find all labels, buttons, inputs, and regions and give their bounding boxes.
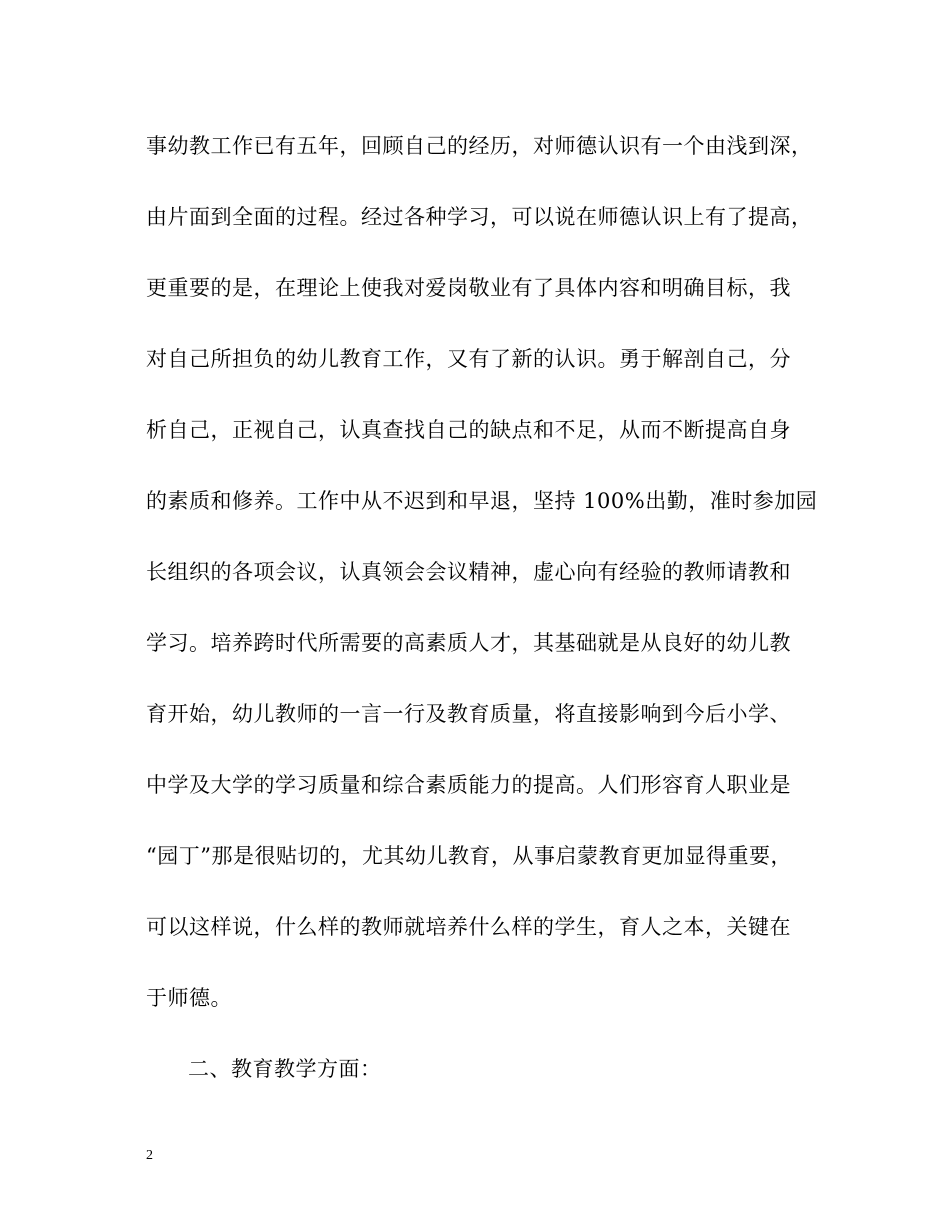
paragraph-line-2: 由片面到全面的过程。经过各种学习，可以说在师德认识上有了提高， xyxy=(146,205,813,229)
section-heading: 二、教育教学方面： xyxy=(188,1057,382,1081)
paragraph-line-8: 学习。培养跨时代所需要的高素质人才，其基础就是从良好的幼儿教 xyxy=(146,631,791,655)
paragraph-line-7: 长组织的各项会议，认真领会会议精神，虚心向有经验的教师请教和 xyxy=(146,560,791,584)
paragraph-line-5: 析自己，正视自己，认真查找自己的缺点和不足，从而不断提高自身 xyxy=(146,418,791,442)
paragraph-line-10: 中学及大学的学习质量和综合素质能力的提高。人们形容育人职业是 xyxy=(146,773,791,797)
paragraph-line-1: 事幼教工作已有五年，回顾自己的经历，对师德认识有一个由浅到深， xyxy=(146,134,813,158)
paragraph-line-13: 于师德。 xyxy=(146,986,232,1010)
paragraph-line-4: 对自己所担负的幼儿教育工作，又有了新的认识。勇于解剖自己，分 xyxy=(146,347,791,371)
paragraph-line-3: 更重要的是，在理论上使我对爱岗敬业有了具体内容和明确目标，我 xyxy=(146,276,791,300)
paragraph-line-6: 的素质和修养。工作中从不迟到和早退，坚持 100%出勤，准时参加园 xyxy=(146,489,818,513)
paragraph-line-9: 育开始，幼儿教师的一言一行及教育质量，将直接影响到今后小学、 xyxy=(146,702,791,726)
paragraph-line-12: 可以这样说，什么样的教师就培养什么样的学生，育人之本，关键在 xyxy=(146,915,791,939)
page-number: 2 xyxy=(146,1148,153,1163)
paragraph-line-11: “园丁”那是很贴切的，尤其幼儿教育，从事启蒙教育更加显得重要， xyxy=(146,844,792,868)
